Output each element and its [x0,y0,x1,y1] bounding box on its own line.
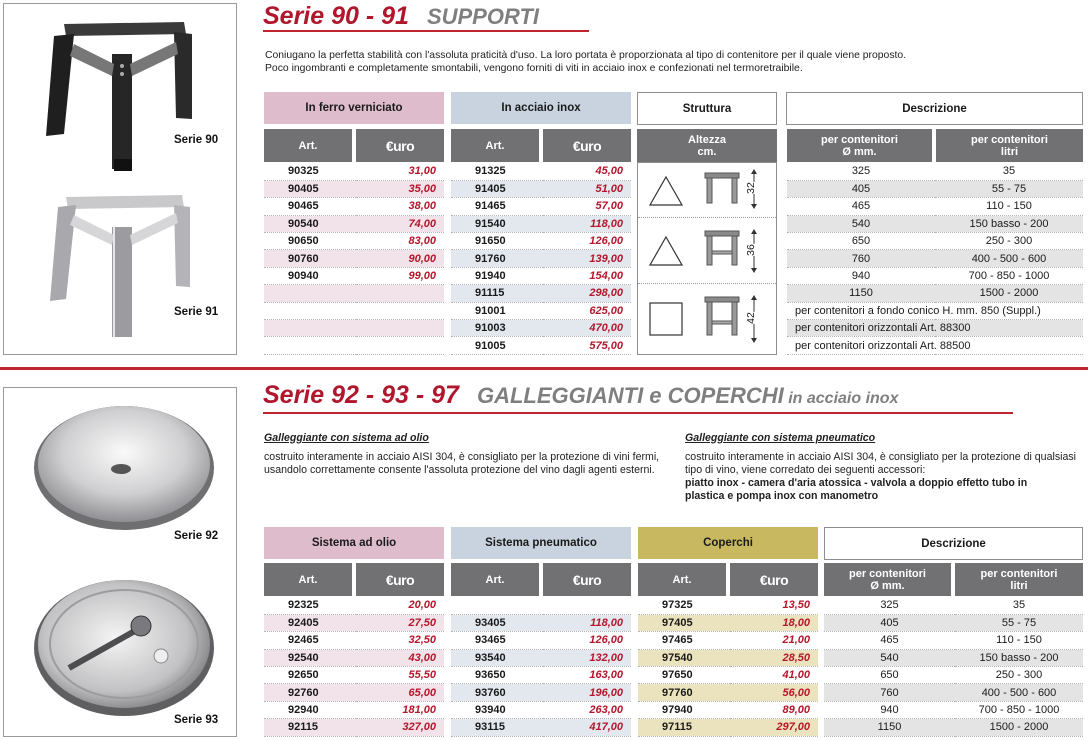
table-row [787,302,1083,319]
table-row [451,614,631,631]
serie-93-float-image [29,568,219,723]
price-cell: 35,00 [356,180,444,197]
diameter-cell: 325 [824,597,955,614]
table-row [638,719,818,736]
art-number-cell: 93465 [451,632,543,649]
col-euro-coperchi: €uro [730,563,818,596]
diameter-cell: 465 [824,632,955,649]
price-cell: 38,00 [356,198,444,215]
table-row [264,215,444,232]
supporti-intro [265,50,1075,75]
diameter-cell: 650 [787,233,935,250]
table-row [638,632,818,649]
table-row [264,597,444,614]
table-row [787,320,1083,337]
price-cell: 139,00 [543,250,631,267]
table-row [451,163,631,180]
header-descrizione-bottom: Descrizione [824,527,1083,560]
price-cell: 74,00 [356,215,444,232]
price-cell: 89,00 [730,701,818,718]
olio-heading: Galleggiante con sistema ad olio [264,432,429,444]
price-cell: 470,00 [543,320,631,337]
price-cell: 132,00 [543,649,631,666]
table-row [787,198,1083,215]
serie-93-label: Serie 93 [174,714,219,726]
art-number-cell: 92325 [264,597,356,614]
table-row [451,180,631,197]
table-row [824,701,1083,718]
diameter-cell: 760 [787,250,935,267]
art-number-cell [451,597,543,614]
col-art-inox: Art. [451,129,539,162]
art-number-cell: 93115 [451,719,543,736]
table-row [787,180,1083,197]
price-cell: 18,00 [730,614,818,631]
diameter-cell: 325 [787,163,935,180]
header-sistema-olio: Sistema ad olio [264,527,444,559]
supporti-title-underline [263,30,589,32]
table-row [264,701,444,718]
art-number-cell: 92115 [264,719,356,736]
table-row [264,233,444,250]
price-cell: 65,00 [356,684,444,701]
art-number-cell: 97650 [638,667,730,684]
table-row [264,667,444,684]
table-row [638,667,818,684]
galleggianti-title-material: in acciaio inox [788,390,899,407]
price-cell: 43,00 [356,649,444,666]
table-row [451,285,631,302]
table-row [264,163,444,180]
height-value-3: 42 [744,312,757,324]
stand-profile-icon-2 [702,229,742,267]
col-litri-bottom: per contenitori litri [955,563,1083,596]
header-coperchi: Coperchi [638,527,818,559]
pneumatico-description [685,451,1085,503]
art-number-cell [264,302,356,319]
table-row [264,267,444,284]
pneumatico-heading: Galleggiante con sistema pneumatico [685,432,876,444]
price-cell: 126,00 [543,233,631,250]
price-cell: 297,00 [730,719,818,736]
stand-profile-icon-3 [702,295,742,337]
supporti-intro-line-1: Coniugano la perfetta stabilità con l'assoluta praticità d'uso. La loro portata è proporzionata al tipo di contenitore per il quale viene proposto. [265,50,907,61]
table-row [264,649,444,666]
liters-cell: 150 basso - 200 [935,215,1083,232]
height-value-2: 36 [744,244,757,256]
table-row [824,649,1083,666]
triangle-base-icon-1 [648,175,684,207]
description-wide-cell: per contenitori a fondo conico H. mm. 850 (Suppl.) [787,302,1083,319]
col-art-coperchi: Art. [638,563,726,596]
art-number-cell: 97405 [638,614,730,631]
header-struttura: Struttura [637,92,777,125]
price-cell [356,320,444,337]
table-row [451,233,631,250]
olio-description: costruito interamente in acciaio AISI 304, è consigliato per la protezione di vini fermi, usandolo correttamente consente l'assoluta protezione del vino dagli agenti esterni. [264,451,660,476]
price-cell: 90,00 [356,250,444,267]
art-number-cell: 91405 [451,180,543,197]
liters-cell: 55 - 75 [955,614,1083,631]
art-number-cell: 97465 [638,632,730,649]
art-number-cell: 90760 [264,250,356,267]
art-number-cell: 93405 [451,614,543,631]
col-diam-top: per contenitori Ø mm. [787,129,932,162]
galleggianti-photo-panel [3,387,237,737]
struttura-divider-1 [638,217,776,218]
art-number-cell: 93650 [451,667,543,684]
diameter-cell: 540 [787,215,935,232]
liters-cell: 55 - 75 [935,180,1083,197]
diameter-cell: 940 [787,267,935,284]
art-number-cell [264,285,356,302]
struttura-divider-2 [638,283,776,284]
price-cell: 83,00 [356,233,444,250]
liters-cell: 400 - 500 - 600 [935,250,1083,267]
table-row [451,701,631,718]
serie-92-float-image [29,396,219,536]
table-row [787,267,1083,284]
col-euro-pneu: €uro [543,563,631,596]
price-cell: 154,00 [543,267,631,284]
liters-cell: 110 - 150 [935,198,1083,215]
table-row [451,597,631,614]
liters-cell: 150 basso - 200 [955,649,1083,666]
square-base-icon [648,301,684,337]
col-altezza: Altezza cm. [637,129,777,162]
serie-91-label: Serie 91 [174,306,219,318]
table-row [451,719,631,736]
art-number-cell: 91650 [451,233,543,250]
art-number-cell: 97115 [638,719,730,736]
art-number-cell: 92940 [264,701,356,718]
art-number-cell: 93760 [451,684,543,701]
supporti-intro-line-2: Poco ingombranti e completamente smontabili, vengono forniti di viti in acciaio inox e confezionati nel termoretraibile. [265,62,803,74]
price-cell: 21,00 [730,632,818,649]
price-cell: 55,50 [356,667,444,684]
art-number-cell: 93940 [451,701,543,718]
diameter-cell: 650 [824,667,955,684]
description-wide-cell: per contenitori orizzontali Art. 88500 [787,337,1083,354]
table-row [264,719,444,736]
art-number-cell: 90405 [264,180,356,197]
table-row [451,320,631,337]
art-number-cell: 90540 [264,215,356,232]
liters-cell: 35 [935,163,1083,180]
diameter-cell: 405 [787,180,935,197]
table-row [264,632,444,649]
art-number-cell: 91325 [451,163,543,180]
art-number-cell: 92650 [264,667,356,684]
price-cell: 20,00 [356,597,444,614]
art-number-cell: 91940 [451,267,543,284]
col-diam-bottom: per contenitori Ø mm. [824,563,951,596]
struttura-box [637,162,777,355]
supporti-title [263,2,539,31]
table-row [451,267,631,284]
col-art-pneu: Art. [451,563,539,596]
table-coperchi [638,597,818,737]
art-number-cell: 92760 [264,684,356,701]
header-descrizione-top: Descrizione [786,92,1083,125]
col-art-ferro: Art. [264,129,352,162]
table-row [451,649,631,666]
table-row [787,250,1083,267]
art-number-cell: 93540 [451,649,543,666]
serie-92-label: Serie 92 [174,530,219,542]
header-ferro-verniciato: In ferro verniciato [264,92,444,124]
art-number-cell: 97325 [638,597,730,614]
galleggianti-title-series: Serie 92 - 93 - 97 [263,381,459,409]
art-number-cell: 91001 [451,302,543,319]
table-row [451,250,631,267]
price-cell: 126,00 [543,632,631,649]
table-acciaio-inox [451,163,631,355]
triangle-base-icon-2 [648,235,684,267]
supporti-title-name: SUPPORTI [426,4,539,29]
header-sistema-pneumatico: Sistema pneumatico [451,527,631,559]
table-row [824,614,1083,631]
price-cell: 13,50 [730,597,818,614]
table-row [451,337,631,354]
table-row [264,198,444,215]
art-number-cell: 97540 [638,649,730,666]
table-row [451,215,631,232]
price-cell: 625,00 [543,302,631,319]
supporti-title-series: Serie 90 - 91 [263,2,409,30]
price-cell: 575,00 [543,337,631,354]
table-row [264,285,444,302]
serie-91-stand-image [44,189,204,344]
price-cell: 28,50 [730,649,818,666]
art-number-cell [264,337,356,354]
table-row [787,163,1083,180]
price-cell [543,597,631,614]
price-cell [356,302,444,319]
table-sistema-olio [264,597,444,737]
table-row [264,684,444,701]
table-row [638,614,818,631]
table-row [264,250,444,267]
diameter-cell: 1150 [824,719,955,736]
art-number-cell: 90325 [264,163,356,180]
table-row [638,684,818,701]
liters-cell: 250 - 300 [955,667,1083,684]
art-number-cell: 91760 [451,250,543,267]
diameter-cell: 760 [824,684,955,701]
art-number-cell: 91115 [451,285,543,302]
liters-cell: 110 - 150 [955,632,1083,649]
art-number-cell [264,320,356,337]
diameter-cell: 540 [824,649,955,666]
table-row [451,632,631,649]
supporti-photo-panel [3,3,237,355]
art-number-cell: 92405 [264,614,356,631]
table-row [638,597,818,614]
table-descrizione-top [787,163,1083,355]
table-row [451,667,631,684]
table-row [451,684,631,701]
table-row [824,597,1083,614]
table-row [787,233,1083,250]
description-wide-cell: per contenitori orizzontali Art. 88300 [787,320,1083,337]
height-value-1: 32 [744,182,757,194]
price-cell: 31,00 [356,163,444,180]
col-euro-olio: €uro [356,563,444,596]
diameter-cell: 940 [824,701,955,718]
liters-cell: 700 - 850 - 1000 [955,701,1083,718]
price-cell: 51,00 [543,180,631,197]
diameter-cell: 405 [824,614,955,631]
col-euro-inox: €uro [543,129,631,162]
price-cell: 45,00 [543,163,631,180]
price-cell: 57,00 [543,198,631,215]
header-acciaio-inox: In acciaio inox [451,92,631,124]
col-art-olio: Art. [264,563,352,596]
price-cell: 181,00 [356,701,444,718]
table-row [787,285,1083,302]
art-number-cell: 90650 [264,233,356,250]
table-ferro-verniciato [264,163,444,355]
table-descrizione-bottom [824,597,1083,737]
table-row [264,337,444,354]
galleggianti-title-underline [263,412,1013,414]
art-number-cell: 90465 [264,198,356,215]
table-row [787,215,1083,232]
liters-cell: 35 [955,597,1083,614]
liters-cell: 1500 - 2000 [935,285,1083,302]
table-row [787,337,1083,354]
art-number-cell: 91540 [451,215,543,232]
price-cell: 99,00 [356,267,444,284]
price-cell: 263,00 [543,701,631,718]
art-number-cell: 91465 [451,198,543,215]
liters-cell: 700 - 850 - 1000 [935,267,1083,284]
price-cell: 298,00 [543,285,631,302]
serie-90-stand-image [34,14,204,179]
diameter-cell: 1150 [787,285,935,302]
price-cell [356,337,444,354]
price-cell: 32,50 [356,632,444,649]
art-number-cell: 91003 [451,320,543,337]
table-row [824,719,1083,736]
art-number-cell: 90940 [264,267,356,284]
table-row [451,302,631,319]
price-cell: 118,00 [543,215,631,232]
liters-cell: 400 - 500 - 600 [955,684,1083,701]
section-separator [0,367,1088,370]
price-cell: 327,00 [356,719,444,736]
art-number-cell: 92540 [264,649,356,666]
serie-90-label: Serie 90 [174,134,219,146]
liters-cell: 1500 - 2000 [955,719,1083,736]
art-number-cell: 97940 [638,701,730,718]
table-sistema-pneumatico [451,597,631,737]
price-cell: 196,00 [543,684,631,701]
table-row [824,667,1083,684]
art-number-cell: 91005 [451,337,543,354]
price-cell: 417,00 [543,719,631,736]
price-cell: 118,00 [543,614,631,631]
table-row [638,649,818,666]
table-row [264,302,444,319]
table-row [638,701,818,718]
price-cell: 27,50 [356,614,444,631]
galleggianti-title-name: GALLEGGIANTI e COPERCHI [476,383,784,408]
table-row [824,684,1083,701]
table-row [264,180,444,197]
price-cell [356,285,444,302]
art-number-cell: 97760 [638,684,730,701]
galleggianti-title [263,381,898,410]
table-row [451,198,631,215]
diameter-cell: 465 [787,198,935,215]
pneumatico-accessories: piatto inox - camera d'aria atossica - valvola a doppio effetto tubo in plastica e pompa inox con manometro [685,477,1028,502]
art-number-cell: 92465 [264,632,356,649]
pneumatico-text: costruito interamente in acciaio AISI 304, è consigliato per la protezione di qualsiasi tipo di vino, viene corredato dei seguenti accessori: [685,451,1077,476]
table-row [264,614,444,631]
stand-profile-icon-1 [702,171,742,205]
liters-cell: 250 - 300 [935,233,1083,250]
price-cell: 56,00 [730,684,818,701]
price-cell: 163,00 [543,667,631,684]
col-litri-top: per contenitori litri [936,129,1083,162]
price-cell: 41,00 [730,667,818,684]
col-euro-ferro: €uro [356,129,444,162]
table-row [824,632,1083,649]
table-row [264,320,444,337]
